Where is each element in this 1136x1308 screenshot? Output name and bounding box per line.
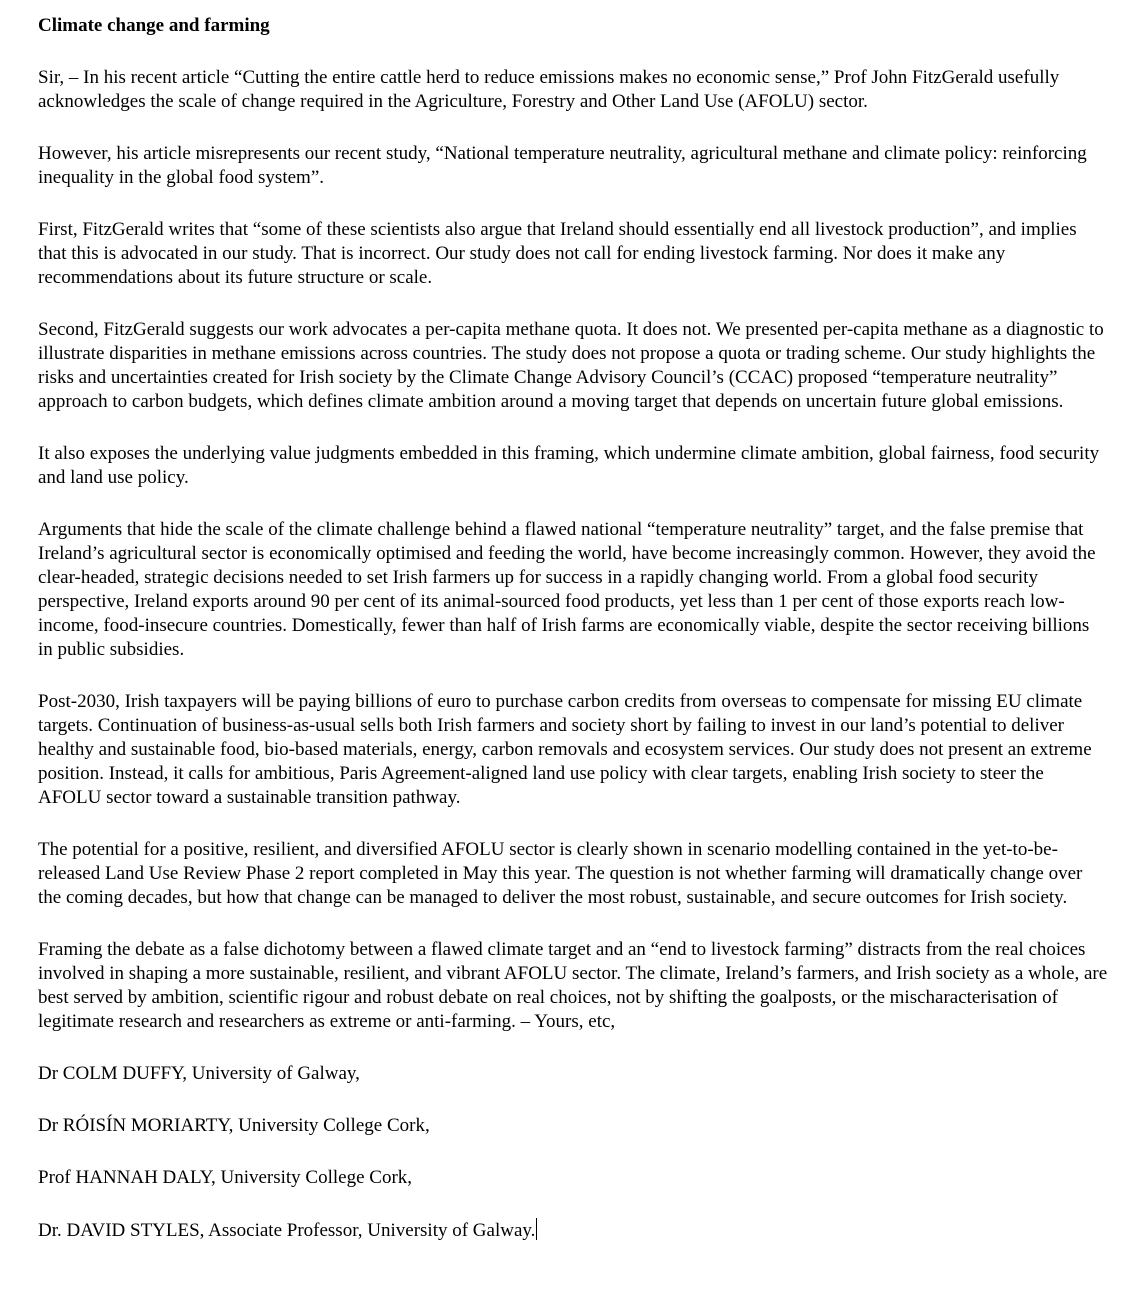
paragraph-potential: The potential for a positive, resilient, and diversified AFOLU sector is clearly shown in scenario modelling contained in the yet-to-be-released Land Use Review Phase 2 report completed in May this year. The question is not whether farming will dramatically change over the coming decades, but how that change can be managed to deliver the most robust, sustainable, and secure outcomes for Irish society. (38, 839, 1083, 908)
paragraph-intro: Sir, – In his recent article “Cutting the entire cattle herd to reduce emissions makes no economic sense,” Prof John FitzGerald usefully acknowledges the scale of change required in the Agriculture, Forestry and Other Land Use (AFOLU) sector. (38, 67, 1060, 112)
paragraph-second-point: Second, FitzGerald suggests our work advocates a per-capita methane quota. It does not. We presented per-capita methane as a diagnostic to illustrate disparities in methane emissions across countries. The study does not propose a quota or trading scheme. Our study highlights the risks and uncertainties created for Irish society by the Climate Change Advisory Council’s (CCAC) proposed “temperature neutrality” approach to carbon budgets, which defines climate ambition around a moving target that depends on uncertain future global emissions. (38, 319, 1104, 412)
paragraph-first-point: First, FitzGerald writes that “some of these scientists also argue that Ireland should essentially end all livestock production”, and implies that this is advocated in our study. That is incorrect. Our study does not call for ending livestock farming. Nor does it make any recommendations about its future structure or scale. (38, 219, 1077, 288)
document-body[interactable] (38, 14, 1108, 1271)
paragraph-arguments: Arguments that hide the scale of the climate challenge behind a flawed national “temperature neutrality” target, and the false premise that Ireland’s agricultural sector is economically optimised and feeding the world, have become increasingly common. However, they avoid the clear-headed, strategic decisions needed to set Irish farmers up for success in a rapidly changing world. From a global food security perspective, Ireland exports around 90 per cent of its animal-sourced food products, yet less than 1 per cent of those exports reach low-income, food-insecure countries. Domestically, fewer than half of Irish farms are economically viable, despite the sector receiving billions in public subsidies. (38, 519, 1096, 660)
signatory-line-last (38, 1218, 1108, 1243)
signatory-hannah-daly: Prof HANNAH DALY, University College Cork, (38, 1167, 413, 1188)
signatory-david-styles: Dr. DAVID STYLES, Associate Professor, University of Galway. (38, 1220, 536, 1241)
paragraph-post-2030: Post-2030, Irish taxpayers will be paying billions of euro to purchase carbon credits from overseas to compensate for missing EU climate targets. Continuation of business-as-usual sells both Irish farmers and society short by failing to invest in our land’s potential to deliver healthy and sustainable food, bio-based materials, energy, carbon removals and ecosystem services. Our study does not present an extreme position. Instead, it calls for ambitious, Paris Agreement-aligned land use policy with clear targets, enabling Irish society to steer the AFOLU sector toward a sustainable transition pathway. (38, 691, 1092, 808)
paragraph-misrepresents: However, his article misrepresents our recent study, “National temperature neutrality, agricultural methane and climate policy: reinforcing inequality in the global food system”. (38, 143, 1087, 188)
document-title: Climate change and farming (38, 15, 270, 36)
text-cursor (536, 1218, 537, 1240)
signatory-colm-duffy: Dr COLM DUFFY, University of Galway, (38, 1063, 360, 1084)
paragraph-framing: Framing the debate as a false dichotomy between a flawed climate target and an “end to livestock farming” distracts from the real choices involved in shaping a more sustainable, resilient, and vibrant AFOLU sector. The climate, Ireland’s farmers, and Irish society as a whole, are best served by ambition, scientific rigour and robust debate on real choices, not by shifting the goalposts, or the mischaracterisation of legitimate research and researchers as extreme or anti-farming. – Yours, etc, (38, 939, 1108, 1032)
signatory-roisin-moriarty: Dr RÓISÍN MORIARTY, University College Cork, (38, 1115, 430, 1136)
paragraph-value-judgments: It also exposes the underlying value judgments embedded in this framing, which undermine climate ambition, global fairness, food security and land use policy. (38, 443, 1100, 488)
